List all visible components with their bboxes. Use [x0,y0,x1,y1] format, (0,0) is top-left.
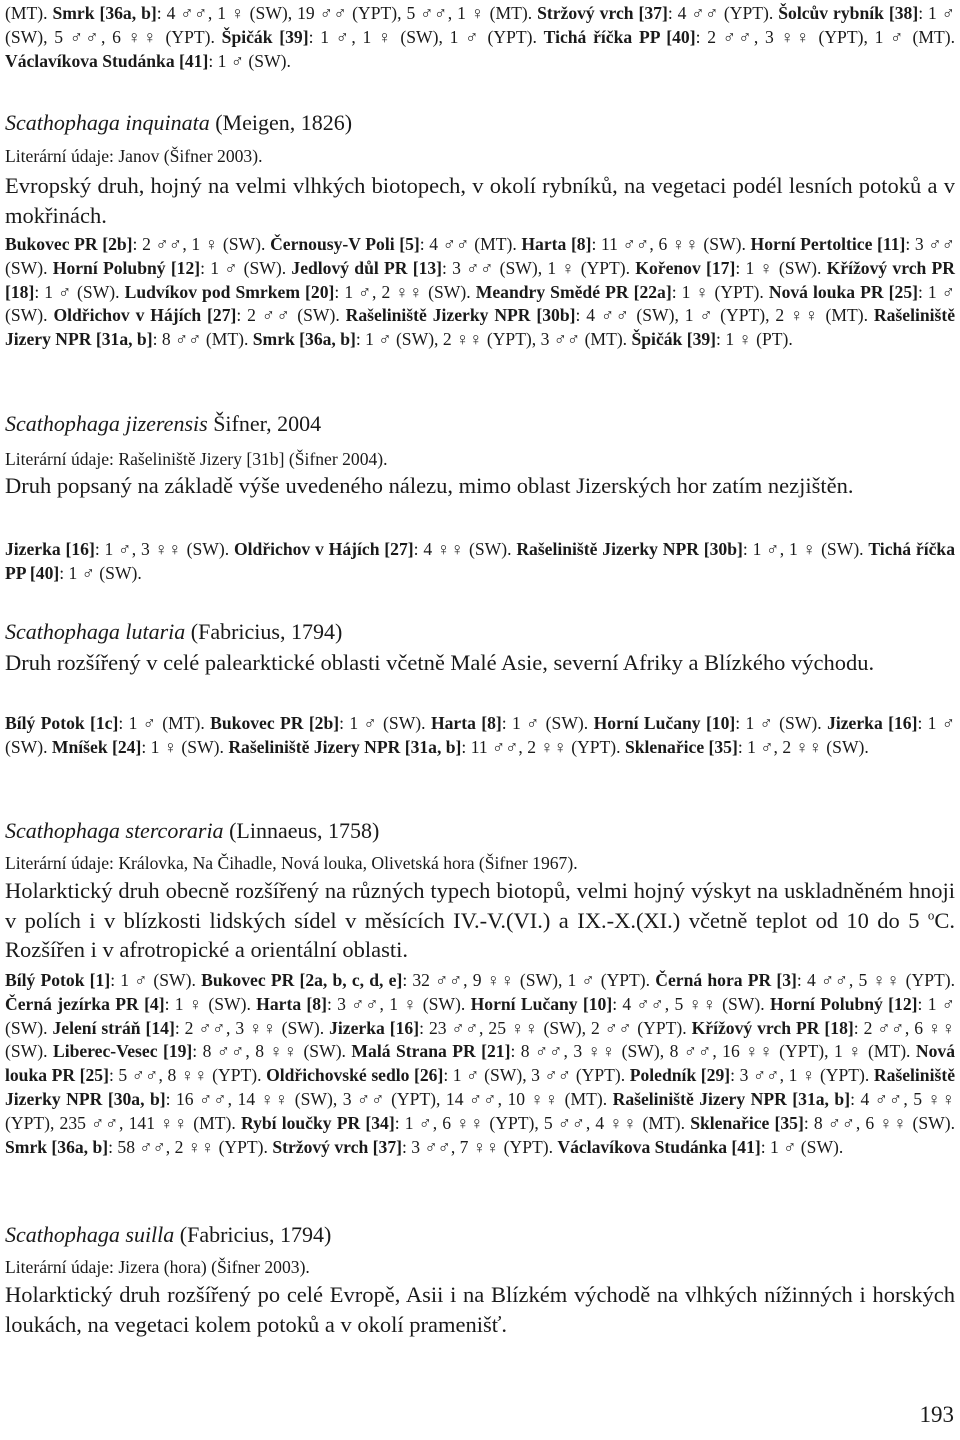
locality-name: Kořenov [17] [635,257,736,278]
locality-name: Smrk [36a, b] [252,329,356,350]
species-records: Bukovec PR [2b]: 2 ♂♂, 1 ♀ (SW). Černousy-V Poli [5]: 4 ♂♂ (MT). Harta [8]: 11 ♂♂, 6 ♀♀ (SW). Horní Pertoltice [11]: 3 ♂♂ (SW). Horní Polubný [12]: 1 ♂ (SW). Jedlový důl PR [13]: 3 ♂♂ (SW), 1 ♀ (YPT). Kořenov [17]: 1 ♀ (SW). Křížový vrch PR [18]: 1 ♂ (SW). Ludvíkov pod Smrkem [20]: 1 ♂, 2 ♀♀ (SW). Meandry Smědé PR [22a]: 1 ♀ (YPT). Nová louka PR [25]: 1 ♂ (SW). Oldřichov v Hájích [27]: 2 ♂♂ (SW). Rašeliniště Jizerky NPR [30b]: 4 ♂♂ (SW), 1 ♂ (YPT), 2 ♀♀ (MT). Rašeliniště Jizery NPR [31a, b]: 8 ♂♂ (MT). Smrk [36a, b]: 1 ♂ (SW), 2 ♀♀ (YPT), 3 ♂♂ (MT). Špičák [39]: 1 ♀ (PT). [5,234,956,350]
locality-name: Horní Lučany [10] [470,993,613,1014]
locality-name: Smrk [36a, b] [5,1136,109,1157]
locality-name: Jedlový důl PR [13] [291,257,443,278]
locality-name: Rašeliniště Jizerky NPR [30b] [345,305,576,326]
species-description: Druh rozšířený v celé palearktické oblasti včetně Malé Asie, severní Afriky a Blízkého východu. [5,650,875,675]
page-number: 193 [919,1402,954,1427]
locality-name: Malá Strana PR [21] [351,1041,511,1062]
locality-name: Horní Polubný [12] [769,993,918,1014]
locality-name: Meandry Smědé PR [22a] [475,281,672,302]
locality-name: Černá jezírka PR [4] [5,993,165,1014]
locality-name: Křížový vrch PR [18] [5,257,956,302]
species-author: (Meigen, 1826) [209,110,353,135]
locality-name: Horní Pertoltice [11] [750,234,906,254]
locality-name: Rašeliniště Jizery NPR [31a, b] [5,305,956,350]
locality-name: Křížový vrch PR [18] [691,1017,854,1038]
locality-name: Bílý Potok [1c] [5,713,119,733]
species-records: Jizerka [16]: 1 ♂, 3 ♀♀ (SW). Oldřichov v Hájích [27]: 4 ♀♀ (SW). Rašeliniště Jizerky NPR [30b]: 1 ♂, 1 ♀ (SW). Tichá říčka PP [40]: 1 ♂ (SW). [5,539,955,583]
species-description: Evropský druh, hojný na velmi vlhkých biotopech, v okolí rybníků, na vegetaci podél lesních potoků a v mokřinách. [5,173,955,228]
locality-name: Jizerka [16] [5,539,95,559]
locality-name: Sklenařice [35] [690,1112,804,1133]
locality-name: Šolcův rybník [38] [778,3,919,23]
locality-name: Horní Polubný [12] [52,257,201,278]
locality-name: Bukovec PR [2a, b, c, d, e] [201,970,403,990]
species-author: (Linnaeus, 1758) [223,818,380,843]
locality-name: Mníšek [24] [51,736,142,757]
locality-name: Nová louka PR [25] [5,1041,956,1086]
locality-name: Bukovec PR [2b] [210,713,340,733]
locality-name: Tichá říčka PP [40] [543,26,696,47]
species-heading [5,817,955,845]
species-author: (Fabricius, 1794) [174,1222,332,1247]
species-name: Scathophaga inquinata [5,110,210,135]
locality-name: Smrk [36a, b] [52,3,157,23]
locality-name: Rybí loučky PR [34] [240,1112,395,1133]
species-name: Scathophaga jizerensis [5,411,208,436]
locality-name: Oldřichov v Hájích [27] [233,539,414,559]
locality-name: Ludvíkov pod Smrkem [20] [124,281,335,302]
locality-name: Rašeliniště Jizerky NPR [30b] [516,539,743,559]
species-description: Druh popsaný na základě výše uvedeného nálezu, mimo oblast Jizerských hor zatím nezjištěn. [5,473,854,498]
locality-name: Černá hora PR [3] [655,970,797,990]
locality-name: Rašeliniště Jizerky NPR [30a, b] [5,1065,955,1109]
locality-name: Harta [8] [256,993,327,1014]
locality-name: Harta [8] [430,713,502,733]
locality-name: Poledník [29] [629,1065,731,1086]
locality-name: Harta [8] [521,234,592,254]
species-description: Holarktický druh obecně rozšířený na různých typech biotopů, velmi hojný výskyt na uskladněném hnoji v polích i v blízkosti lidských sídel v měsících IV.-V.(VI.) a IX.-X.(XI.) včetně teplot od 10 do 5 $^o$C. Rozšířen i v afrotropické a orientální oblasti. [5,878,955,962]
species-name: Scathophaga suilla [5,1222,175,1247]
literature-note: Literární údaje: Královka, Na Čihadle, Nová louka, Olivetská hora (Šifner 1967). [5,853,578,873]
locality-name: Sklenařice [35] [624,736,738,757]
literature-note: Literární údaje: Rašeliniště Jizery [31b] (Šifner 2004). [5,449,388,469]
locality-name: Stržový vrch [37] [272,1136,402,1157]
locality-name: Bukovec PR [2b] [5,234,133,254]
locality-name: Rašeliniště Jizery NPR [31a, b] [228,736,462,757]
locality-name: Nová louka PR [25] [768,281,918,302]
degree-superscript: o [927,907,935,922]
locality-name: Rašeliniště Jizery NPR [31a, b] [612,1088,851,1109]
locality-name: Jizerka [16] [827,713,918,733]
literature-note: Literární údaje: Janov (Šifner 2003). [5,146,263,166]
records-continued: (MT). Smrk [36a, b]: 4 ♂♂, 1 ♀ (SW), 19 ♂♂ (YPT), 5 ♂♂, 1 ♀ (MT). Stržový vrch [37]: 4 ♂♂ (YPT). Šolcův rybník [38]: 1 ♂ (SW), 5 ♂♂, 6 ♀♀ (YPT). Špičák [39]: 1 ♂, 1 ♀ (SW), 1 ♂ (YPT). Tichá říčka PP [40]: 2 ♂♂, 3 ♀♀ (YPT), 1 ♂ (MT). Václavíkova Studánka [41]: 1 ♂ (SW). [5,3,955,71]
locality-name: Jizerka [16] [329,1017,420,1038]
literature-note: Literární údaje: Jizera (hora) (Šifner 2003). [5,1257,310,1277]
locality-name: Špičák [39] [631,329,717,350]
species-records: Bílý Potok [1c]: 1 ♂ (MT). Bukovec PR [2b]: 1 ♂ (SW). Harta [8]: 1 ♂ (SW). Horní Lučany [10]: 1 ♂ (SW). Jizerka [16]: 1 ♂ (SW). Mníšek [24]: 1 ♀ (SW). Rašeliniště Jizery NPR [31a, b]: 11 ♂♂, 2 ♀♀ (YPT). Sklenařice [35]: 1 ♂, 2 ♀♀ (SW). [5,713,956,757]
species-heading [5,1221,955,1249]
species-heading [5,109,955,137]
species-author: (Fabricius, 1794) [185,619,343,644]
locality-name: Jelení stráň [14] [52,1017,175,1038]
species-name: Scathophaga lutaria [5,619,186,644]
locality-name: Václavíkova Studánka [41] [5,50,209,71]
species-heading [5,410,955,438]
locality-name: Černousy-V Poli [5] [270,234,420,254]
species-author: Šifner, 2004 [207,411,322,436]
locality-name: Liberec-Vesec [19] [52,1041,193,1062]
locality-name: Tichá říčka PP [40] [5,539,955,583]
locality-name: Horní Lučany [10] [593,713,736,733]
species-description: Holarktický druh rozšířený po celé Evropě, Asii i na Blízkém východě na vlhkých nížinných i horských loukách, na vegetaci kolem potoků a v okolí pramenišť. [5,1282,955,1337]
species-records: Bílý Potok [1]: 1 ♂ (SW). Bukovec PR [2a, b, c, d, e]: 32 ♂♂, 9 ♀♀ (SW), 1 ♂ (YPT). Černá hora PR [3]: 4 ♂♂, 5 ♀♀ (YPT). Černá jezírka PR [4]: 1 ♀ (SW). Harta [8]: 3 ♂♂, 1 ♀ (SW). Horní Lučany [10]: 4 ♂♂, 5 ♀♀ (SW). Horní Polubný [12]: 1 ♂ (SW). Jelení stráň [14]: 2 ♂♂, 3 ♀♀ (SW). Jizerka [16]: 23 ♂♂, 25 ♀♀ (SW), 2 ♂♂ (YPT). Křížový vrch PR [18]: 2 ♂♂, 6 ♀♀ (SW). Liberec-Vesec [19]: 8 ♂♂, 8 ♀♀ (SW). Malá Strana PR [21]: 8 ♂♂, 3 ♀♀ (SW), 8 ♂♂, 16 ♀♀ (YPT), 1 ♀ (MT). Nová louka PR [25]: 5 ♂♂, 8 ♀♀ (YPT). Oldřichovské sedlo [26]: 1 ♂ (SW), 3 ♂♂ (YPT). Poledník [29]: 3 ♂♂, 1 ♀ (YPT). Rašeliniště Jizerky NPR [30a, b]: 16 ♂♂, 14 ♀♀ (SW), 3 ♂♂ (YPT), 14 ♂♂, 10 ♀♀ (MT). Rašeliniště Jizery NPR [31a, b]: 4 ♂♂, 5 ♀♀ (YPT), 235 ♂♂, 141 ♀♀ (MT). Rybí loučky PR [34]: 1 ♂, 6 ♀♀ (YPT), 5 ♂♂, 4 ♀♀ (MT). Sklenařice [35]: 8 ♂♂, 6 ♀♀ (SW). Smrk [36a, b]: 58 ♂♂, 2 ♀♀ (YPT). Stržový vrch [37]: 3 ♂♂, 7 ♀♀ (YPT). Václavíkova Studánka [41]: 1 ♂ (SW). [5,970,956,1157]
species-heading [5,618,955,646]
locality-name: Bílý Potok [1] [5,970,111,990]
locality-name: Oldřichov v Hájích [27] [53,305,237,326]
locality-name: Špičák [39] [221,26,309,47]
species-name: Scathophaga stercoraria [5,818,224,843]
locality-name: Václavíkova Studánka [41] [557,1136,761,1157]
locality-name: Stržový vrch [37] [537,3,668,23]
locality-name: Oldřichovské sedlo [26] [266,1065,444,1086]
